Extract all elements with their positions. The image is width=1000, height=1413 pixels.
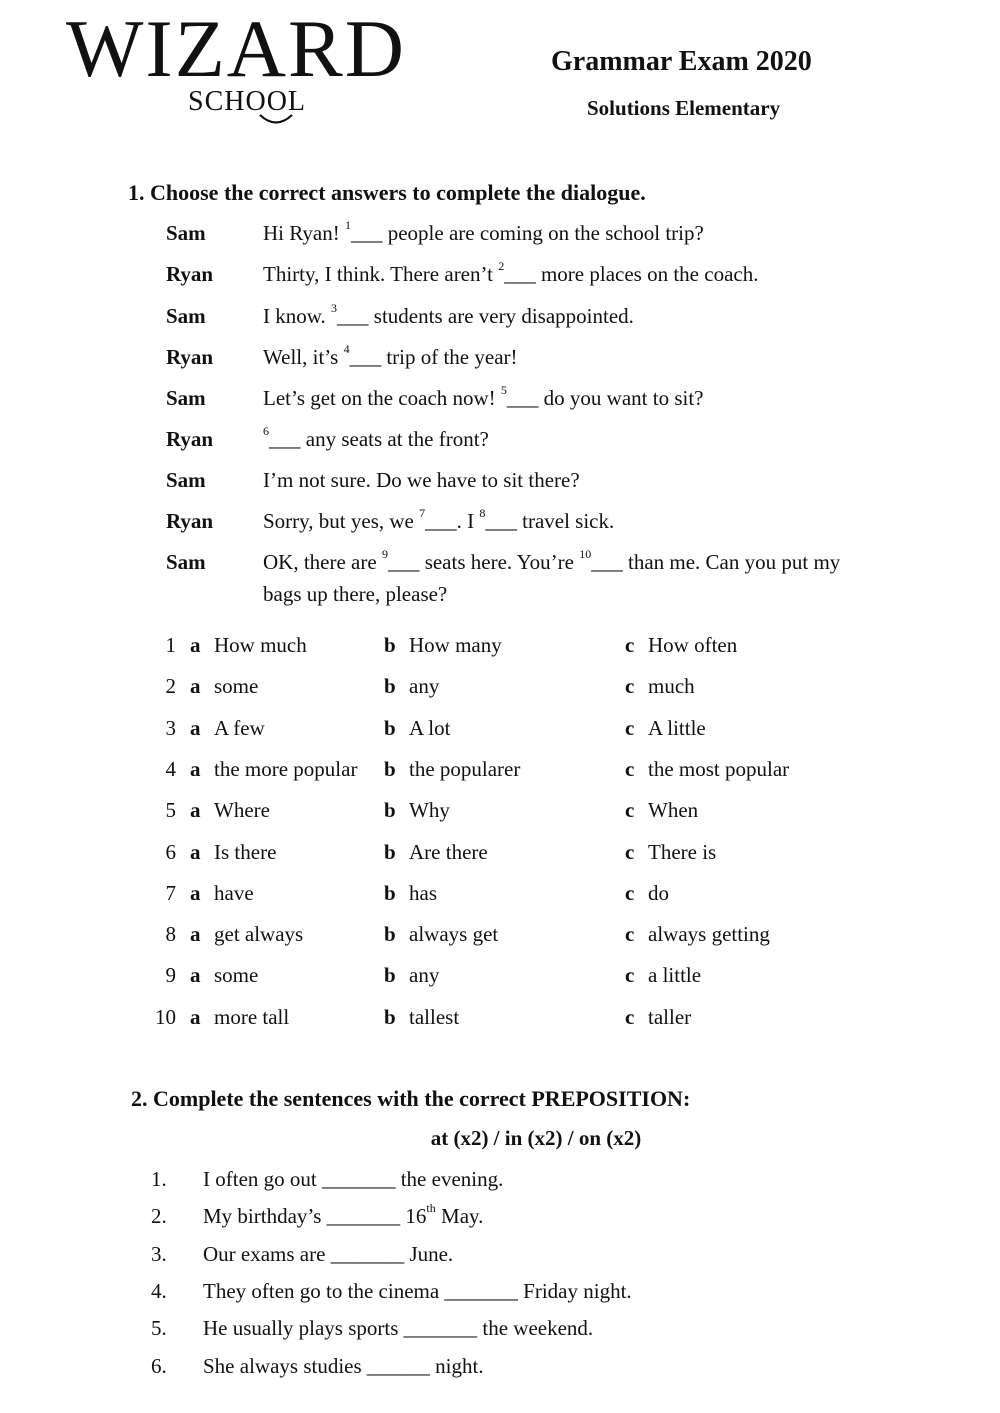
gap-number: 9 xyxy=(381,547,388,561)
gap-number: 6 xyxy=(263,424,269,438)
option-a: A few xyxy=(214,716,265,740)
item-sentence xyxy=(203,1201,484,1229)
dialogue-line xyxy=(263,342,518,370)
option-number: 7 xyxy=(165,881,176,905)
item-text: He usually plays sports _______ the weekend. xyxy=(203,1316,594,1340)
option-letter-b: b xyxy=(384,633,396,657)
dialogue-line xyxy=(263,301,634,329)
option-letter-b: b xyxy=(384,1005,396,1029)
option-c: When xyxy=(648,798,699,822)
speaker-name: Sam xyxy=(166,221,206,245)
option-a: some xyxy=(214,963,259,987)
option-a: Where xyxy=(214,798,270,822)
option-letter-a: a xyxy=(190,674,201,698)
dialogue-line-continuation: bags up there, please? xyxy=(263,582,448,606)
item-text: My birthday’s _______ 16 xyxy=(203,1204,427,1228)
option-a: How much xyxy=(214,633,307,657)
speaker-name: Ryan xyxy=(166,345,214,369)
option-c: do xyxy=(648,881,669,905)
item-number: 6. xyxy=(151,1354,167,1378)
logo-smile-icon xyxy=(256,112,296,128)
item-text: She always studies ______ night. xyxy=(203,1354,484,1378)
item-text: Our exams are _______ June. xyxy=(203,1242,454,1266)
option-number: 4 xyxy=(165,757,176,781)
option-b: any xyxy=(409,674,440,698)
dialogue-line xyxy=(263,506,615,534)
exam-title: Grammar Exam 2020 xyxy=(551,46,812,77)
item-number: 3. xyxy=(151,1242,167,1266)
option-a: the more popular xyxy=(214,757,358,781)
option-letter-b: b xyxy=(384,716,396,740)
dialogue-line xyxy=(263,424,489,452)
gap-number: 1 xyxy=(344,218,351,232)
option-c: There is xyxy=(648,840,717,864)
item-sentence xyxy=(203,1279,632,1304)
option-letter-c: c xyxy=(625,963,635,987)
speaker-name: Sam xyxy=(166,386,206,410)
dialogue-text: Thirty, I think. There aren’t xyxy=(263,262,499,286)
item-sentence xyxy=(203,1167,503,1192)
option-letter-c: c xyxy=(625,798,635,822)
option-letter-c: c xyxy=(625,1005,635,1029)
logo-wordmark: WIZARD xyxy=(66,3,406,94)
option-c: always getting xyxy=(648,922,770,946)
option-letter-b: b xyxy=(384,798,396,822)
dialogue-text: I know. xyxy=(263,304,332,328)
option-c: How often xyxy=(648,633,738,657)
option-a: some xyxy=(214,674,259,698)
option-b: has xyxy=(409,881,437,905)
item-text: They often go to the cinema _______ Friday night. xyxy=(203,1279,632,1303)
gap-number: 2 xyxy=(498,259,505,273)
dialogue-text: OK, there are xyxy=(263,550,382,574)
section2-heading: 2. Complete the sentences with the correct PREPOSITION: xyxy=(131,1086,691,1111)
option-letter-b: b xyxy=(384,922,396,946)
option-c: A little xyxy=(648,716,706,740)
option-letter-c: c xyxy=(625,922,635,946)
option-letter-c: c xyxy=(625,840,635,864)
option-b: Are there xyxy=(409,840,488,864)
item-number: 2. xyxy=(151,1204,167,1228)
item-text: I often go out _______ the evening. xyxy=(203,1167,504,1191)
ordinal-suffix: th xyxy=(426,1201,436,1215)
option-c: a little xyxy=(648,963,702,987)
dialogue-text: ___ any seats at the front? xyxy=(269,427,489,451)
option-b: any xyxy=(409,963,440,987)
option-letter-a: a xyxy=(190,963,201,987)
option-letter-b: b xyxy=(384,674,396,698)
item-number: 4. xyxy=(151,1279,167,1303)
speaker-name: Sam xyxy=(166,468,206,492)
dialogue-line xyxy=(263,468,580,493)
gap-number: 7 xyxy=(419,506,426,520)
option-number: 9 xyxy=(165,963,176,987)
dialogue-text: I’m not sure. Do we have to sit there? xyxy=(263,468,580,492)
option-number: 6 xyxy=(165,840,176,864)
option-letter-a: a xyxy=(190,798,201,822)
option-letter-b: b xyxy=(384,840,396,864)
option-b: Why xyxy=(409,798,450,822)
dialogue-text: ___ people are coming on the school trip? xyxy=(350,221,704,245)
option-letter-a: a xyxy=(190,881,201,905)
section1-heading: 1. Choose the correct answers to complete the dialogue. xyxy=(128,180,646,205)
option-c: taller xyxy=(648,1005,692,1029)
option-letter-a: a xyxy=(190,922,201,946)
option-a: more tall xyxy=(214,1005,290,1029)
option-letter-a: a xyxy=(190,633,201,657)
option-number: 3 xyxy=(165,716,176,740)
option-a: Is there xyxy=(214,840,277,864)
option-letter-b: b xyxy=(384,881,396,905)
option-letter-a: a xyxy=(190,1005,201,1029)
dialogue-line xyxy=(263,218,704,246)
logo-subtitle: SCHOOL xyxy=(188,86,307,117)
option-a: have xyxy=(214,881,254,905)
option-number: 8 xyxy=(165,922,176,946)
option-letter-c: c xyxy=(625,716,635,740)
option-letter-a: a xyxy=(190,757,201,781)
option-number: 10 xyxy=(155,1005,176,1029)
option-a: get always xyxy=(214,922,304,946)
item-sentence xyxy=(203,1242,453,1267)
gap-number: 8 xyxy=(479,506,486,520)
option-c: much xyxy=(648,674,695,698)
exam-subtitle: Solutions Elementary xyxy=(587,96,781,120)
option-b: always get xyxy=(409,922,499,946)
gap-number: 10 xyxy=(579,547,592,561)
speaker-name: Ryan xyxy=(166,509,214,533)
dialogue-text: ___ than me. Can you put my xyxy=(591,550,841,574)
option-letter-b: b xyxy=(384,757,396,781)
gap-number: 5 xyxy=(500,383,507,397)
option-number: 5 xyxy=(165,798,176,822)
dialogue-text: ___ seats here. You’re xyxy=(387,550,580,574)
dialogue-text: Sorry, but yes, we xyxy=(263,509,420,533)
item-number: 5. xyxy=(151,1316,167,1340)
dialogue-text: ___. I xyxy=(425,509,480,533)
dialogue-text: Let’s get on the coach now! xyxy=(263,386,501,410)
item-sentence xyxy=(203,1316,593,1341)
dialogue-text: ___ travel sick. xyxy=(485,509,615,533)
option-b: How many xyxy=(409,633,502,657)
item-number: 1. xyxy=(151,1167,167,1191)
speaker-name: Ryan xyxy=(166,262,214,286)
option-number: 1 xyxy=(165,633,176,657)
dialogue-line xyxy=(263,547,841,575)
option-letter-c: c xyxy=(625,674,635,698)
option-letter-c: c xyxy=(625,633,635,657)
dialogue-line xyxy=(263,383,704,411)
dialogue-text: ___ students are very disappointed. xyxy=(337,304,634,328)
option-b: tallest xyxy=(409,1005,460,1029)
speaker-name: Sam xyxy=(166,550,206,574)
speaker-name: Ryan xyxy=(166,427,214,451)
dialogue-text: ___ more places on the coach. xyxy=(504,262,759,286)
item-sentence xyxy=(203,1354,484,1379)
option-letter-c: c xyxy=(625,757,635,781)
option-b: the popularer xyxy=(409,757,521,781)
option-letter-a: a xyxy=(190,840,201,864)
dialogue-text: Hi Ryan! xyxy=(263,221,345,245)
option-letter-a: a xyxy=(190,716,201,740)
word-bank: at (x2) / in (x2) / on (x2) xyxy=(430,1126,642,1150)
option-b: A lot xyxy=(409,716,451,740)
option-letter-c: c xyxy=(625,881,635,905)
dialogue-line xyxy=(263,259,759,287)
gap-number: 3 xyxy=(331,301,338,315)
speaker-name: Sam xyxy=(166,304,206,328)
item-text-after: May. xyxy=(435,1204,484,1228)
option-number: 2 xyxy=(165,674,176,698)
option-c: the most popular xyxy=(648,757,790,781)
dialogue-text: ___ trip of the year! xyxy=(349,345,518,369)
gap-number: 4 xyxy=(343,342,350,356)
dialogue-text: ___ do you want to sit? xyxy=(506,386,704,410)
option-letter-b: b xyxy=(384,963,396,987)
dialogue-text: Well, it’s xyxy=(263,345,344,369)
